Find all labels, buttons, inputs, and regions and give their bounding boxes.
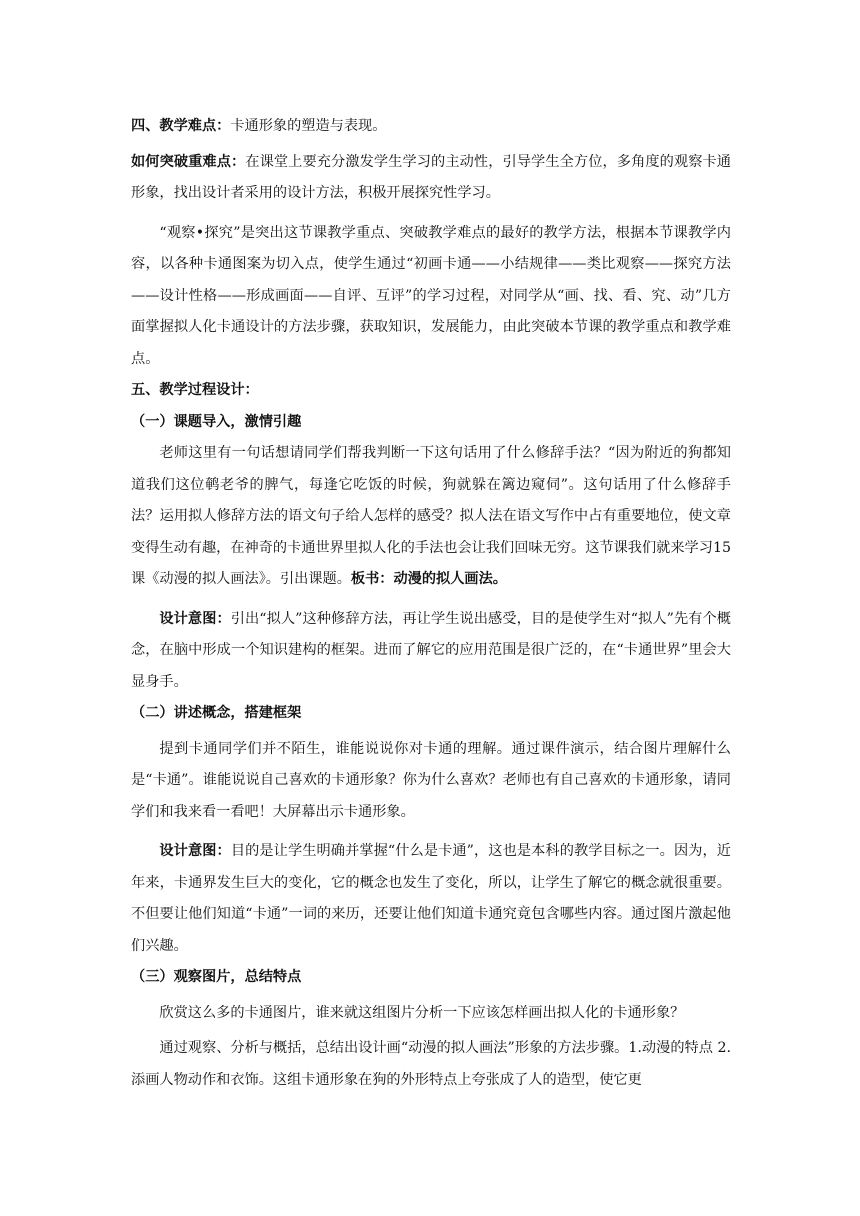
part-2-intent-text: 目的是让学生明确并掌握“什么是卡通”，这也是本科的教学目标之一。因为，近年来，卡通界发生巨大的变化，它的概念也发生了变化，所以，让学生了解它的概念就很重要。不但要让他们知道“卡通”一词的来历，还要让他们知道卡通究竟包含哪些内容。通过图片激起他们兴趣。 — [131, 843, 731, 954]
part-2-intent-paragraph — [131, 836, 731, 962]
section-5-heading: 五、教学过程设计： — [131, 382, 259, 398]
section-4-line — [131, 111, 731, 143]
part-1-intent-text: 引出“拟人”这种修辞方法，再让学生说出感受，目的是使学生对“拟人”先有个概念，在脑中形成一个知识建构的框架。进而了解它的应用范围是很广泛的，在“卡通世界”里会大显身手。 — [131, 610, 731, 690]
document-body — [131, 111, 731, 1096]
part-1-intent-paragraph — [131, 604, 731, 699]
section-4-heading: 四、教学难点： — [131, 118, 231, 134]
part-2-heading: （二）讲述概念，搭建框架 — [131, 705, 302, 721]
part-1-text: 老师这里有一句话想请同学们帮我判断一下这句话用了什么修辞手法？“因为附近的狗都知道我们这位鹌老爷的脾气，每逢它吃饭的时候，狗就躲在篱边窥伺”。这句话用了什么修辞手法？运用拟人修辞方法的语文句子给人怎样的感受？拟人法在语文写作中占有重要地位，使文章变得生动有趣，在神奇的卡通世界里拟人化的手法也会让我们回味无穷。这节课我们就来学习15课《动漫的拟人画法》。引出课题。 — [131, 445, 731, 587]
part-2-intent-label: 设计意图： — [159, 843, 231, 859]
board-label: 板书： — [350, 571, 394, 587]
part-3-paragraph-2: 通过观察、分析与概括，总结出设计画“动漫的拟人画法”形象的方法步骤。1.动漫的特点 2.添画人物动作和衣饰。这组卡通形象在狗的外形特点上夸张成了人的造型，使它更 — [131, 1040, 731, 1088]
part-1-paragraph — [131, 438, 731, 596]
part-3-heading: （三）观察图片，总结特点 — [131, 969, 302, 985]
part-3-paragraph-1: 欣赏这么多的卡通图片，谁来就这组图片分析一下应该怎样画出拟人化的卡通形象？ — [159, 1004, 685, 1021]
section-4-text: 卡通形象的塑造与表现。 — [230, 118, 387, 134]
part-2-paragraph: 提到卡通同学们并不陌生，谁能说说你对卡通的理解。通过课件演示，结合图片理解什么是“卡通”。谁能说说自己喜欢的卡通形象？你为什么喜欢？老师也有自己喜欢的卡通形象，请同学们和我来看一看吧！大屏幕出示卡通形象。 — [131, 740, 731, 820]
breakthrough-text: 在课堂上要充分激发学生学习的主动性，引导学生全方位，多角度的观察卡通形象，找出设计者采用的设计方法，积极开展探究性学习。 — [131, 153, 731, 201]
part-1-heading: （一）课题导入，激情引趣 — [131, 413, 302, 430]
part-1-intent-label: 设计意图： — [159, 610, 231, 627]
breakthrough-paragraph — [131, 147, 731, 210]
breakthrough-label: 如何突破重难点： — [131, 153, 246, 170]
method-paragraph: “观察•探究”是突出这节课教学重点、突破教学难点的最好的教学方法，根据本节课教学内容，以各种卡通图案为切入点，使学生通过“初画卡通——小结规律——类比观察——探究方法——设计性格——形成画面——自评、互评”的学习过程，对同学从“画、找、看、究、动”几方面掌握拟人化卡通设计的方法步骤，获取知识，发展能力，由此突破本节课的教学重点和教学难点。 — [131, 224, 731, 367]
board-text: 动漫的拟人画法。 — [393, 571, 507, 587]
